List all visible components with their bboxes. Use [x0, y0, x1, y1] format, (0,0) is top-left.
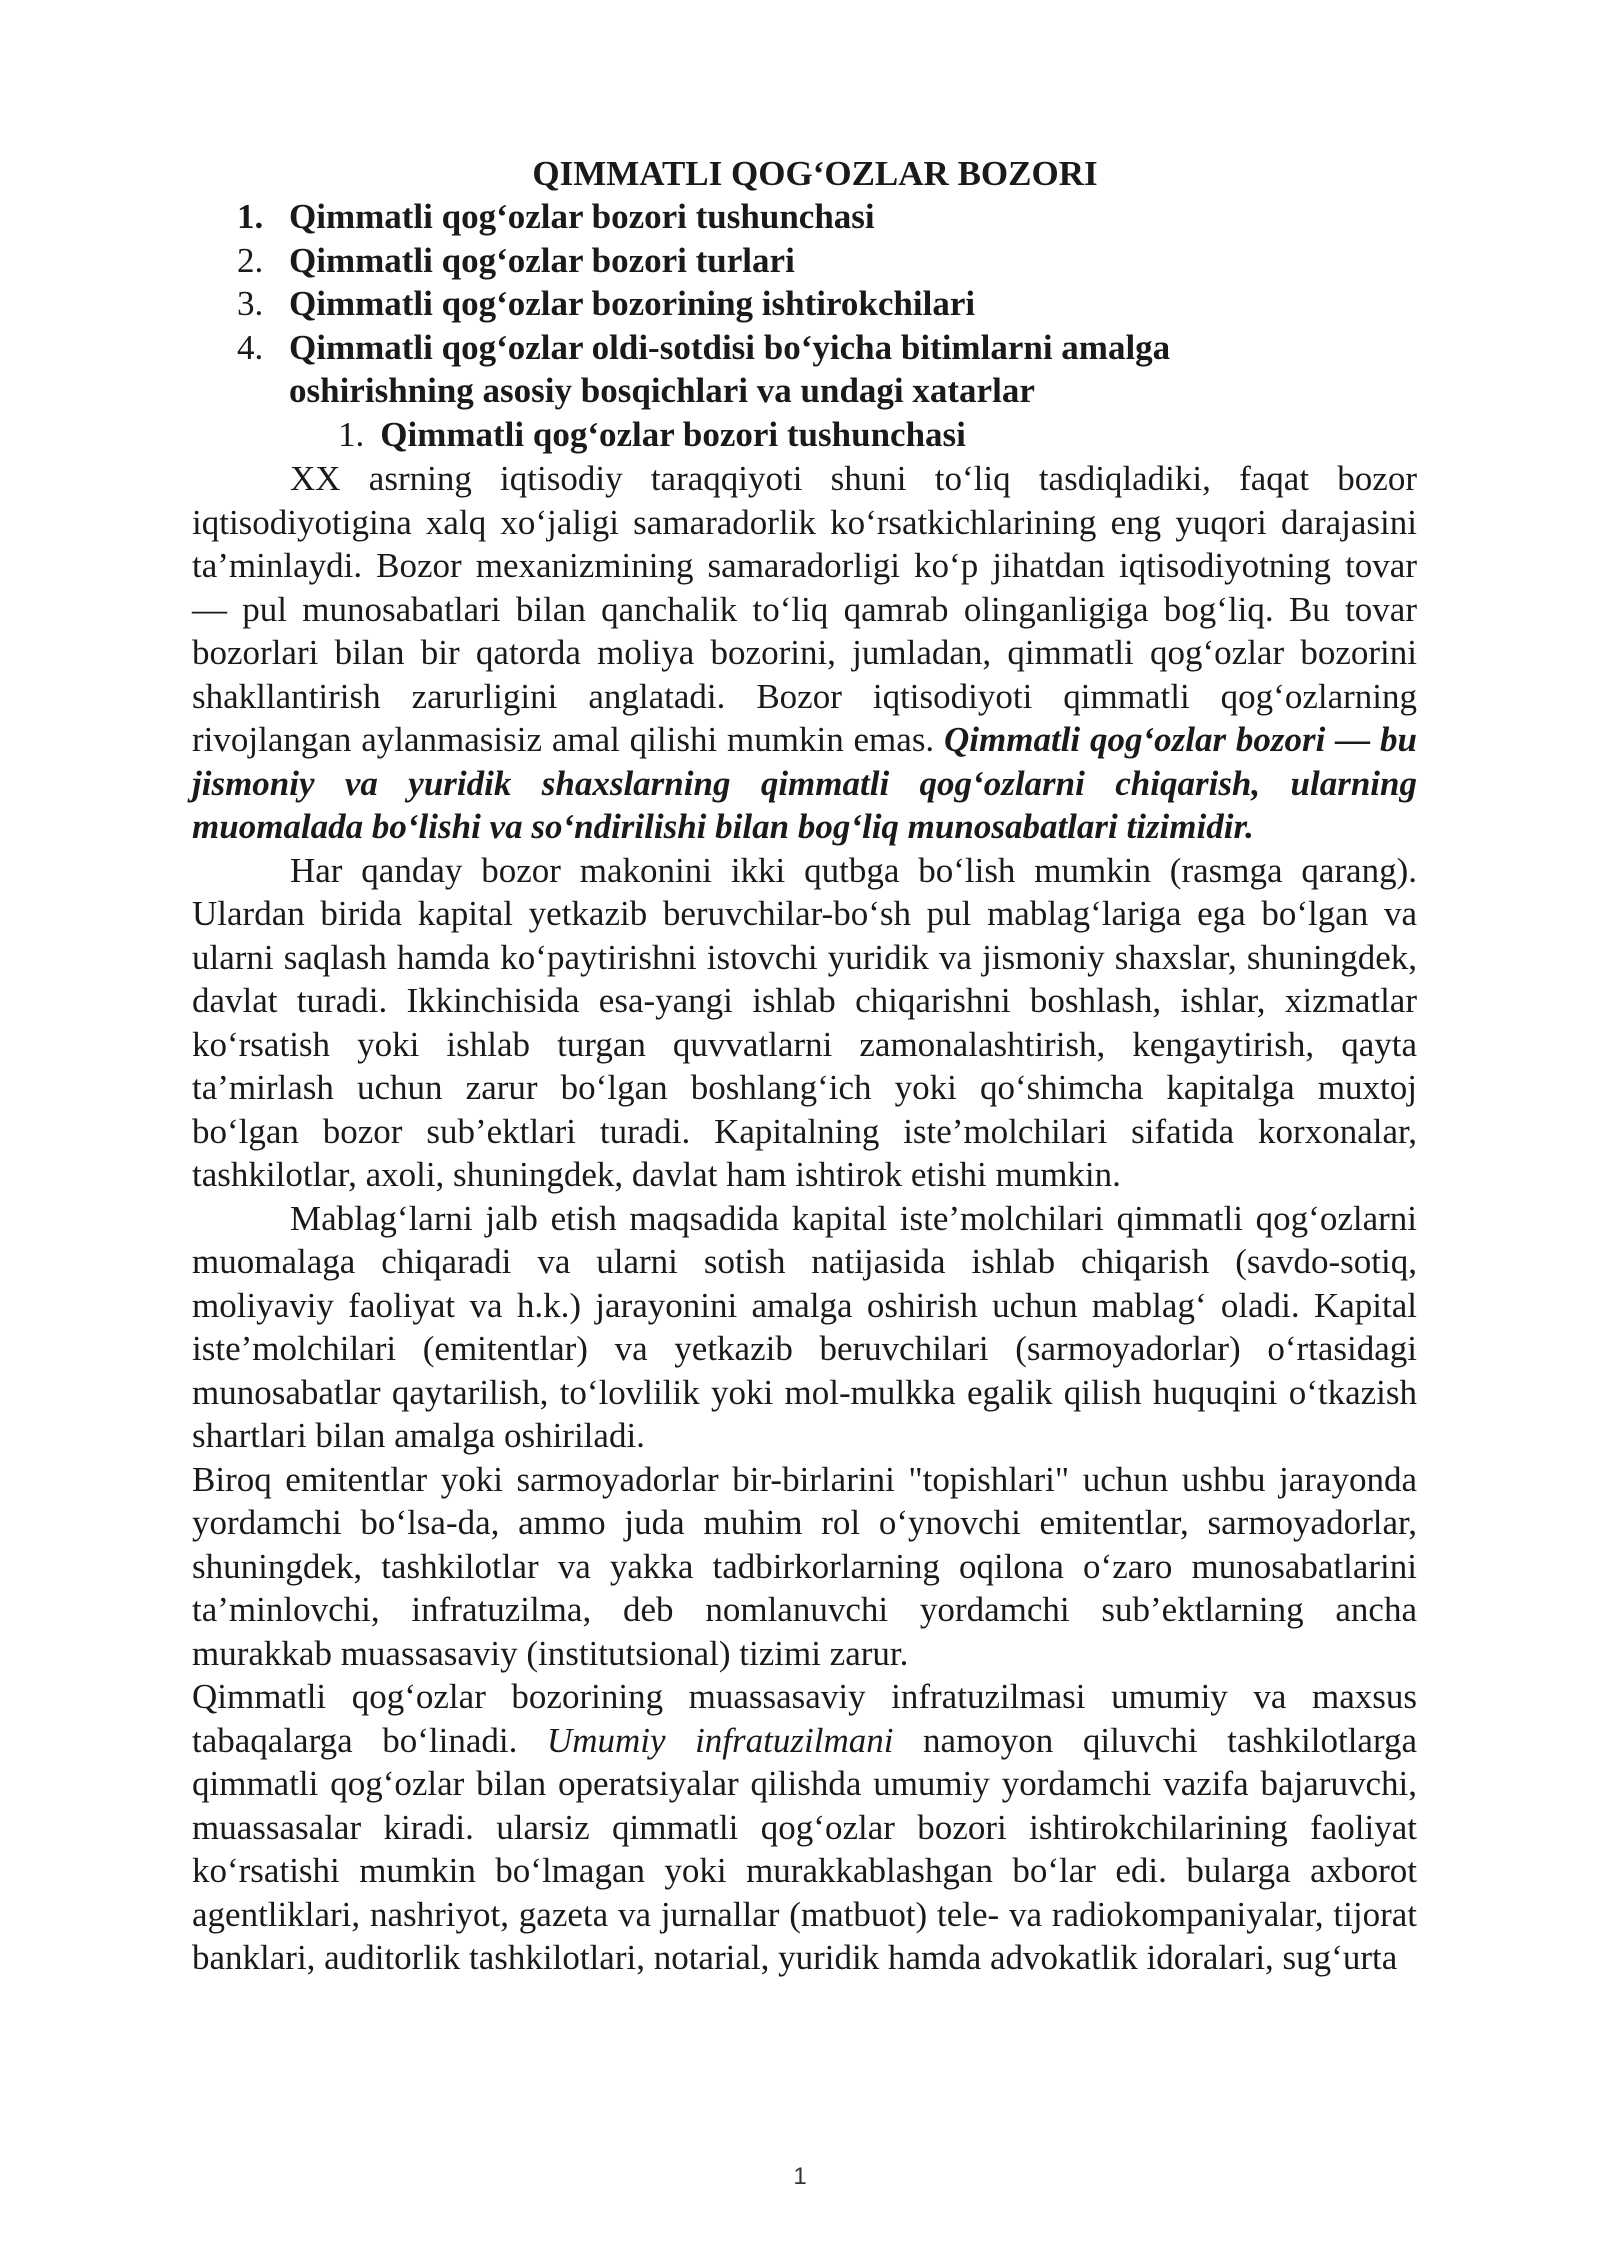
section-title: Qimmatli qog‘ozlar bozori tushunchasi: [380, 415, 966, 454]
paragraph-text: Qimmatli qog‘ozlar bozorining muassasaviy infratuzilmasi umumiy va maxsus tabaqalarga bo‘linadi.: [192, 1677, 1417, 1760]
paragraph-text: namoyon qiluvchi tashkilotlarga qimmatli qog‘ozlar bilan operatsiyalar qilishda umumiy yordamchi vazifa bajaruvchi, muassasalar kiradi. ularsiz qimmatli qog‘ozlar bozori ishtirokchilarining faoliyat ko‘rsatishi mumkin bo‘lmagan yoki murakkablashgan bo‘lar edi. bularga axborot agentliklari, nashriyot, gazeta va jurnallar (matbuot) tele- va radiokompaniyalar, tijorat banklari, auditorlik tashkilotlari, notarial, yuridik hamda advokatlik idoralari, sug‘urta: [192, 1720, 1418, 1977]
paragraph: Har qanday bozor makonini ikki qutbga bo‘lish mumkin (rasmga qarang). Ulardan birida kapital yetkazib beruvchilar-bo‘sh pul mablag‘lariga ega bo‘lgan va ularni saqlash hamda ko‘paytirishni istovchi yuridik va jismoniy shaxslar, shuningdek, davlat turadi. Ikkinchisida esa-yangi ishlab chiqarishni boshlash, ishlar, xizmatlar ko‘rsatish yoki ishlab turgan quvvatlarni zamonalashtirish, kengaytirish, qayta ta’mirlash uchun zarur bo‘lgan boshlang‘ich yoki qo‘shimcha kapitalga muxtoj bo‘lgan bozor sub’ektlari turadi. Kapitalning iste’molchilari sifatida korxonalar, tashkilotlar, axoli, shuningdek, davlat ham ishtirok etishi mumkin.: [192, 850, 1417, 1194]
body-text: [192, 457, 1417, 1980]
definition-text: Qimmatli qog‘ozlar bozori — bu jismoniy va yuridik shaxslarning qimmatli qog‘ozlarni chiqarish, ularning muomalada bo‘lishi va so‘ndirilishi bilan bog‘liq munosabatlari tizimidir.: [192, 720, 1417, 846]
paragraph: [192, 457, 1417, 849]
page-number: 1: [793, 2163, 807, 2190]
paragraph: [192, 1675, 1417, 1980]
outline-text: Qimmatli qog‘ozlar bozorining ishtirokchilari: [289, 284, 976, 323]
outline-text: Qimmatli qog‘ozlar bozori tushunchasi: [289, 197, 875, 236]
outline-number: 4.: [237, 327, 264, 367]
section-number: 1.: [338, 415, 365, 454]
outline-number: 3.: [237, 284, 264, 323]
paragraph: Mablag‘larni jalb etish maqsadida kapital iste’molchilari qimmatli qog‘ozlarni muomalaga chiqaradi va ularni sotish natijasida ishlab chiqarish (savdo-sotiq, moliyaviy faoliyat va h.k.) jarayonini amalga oshirish uchun mablag‘ oladi. Kapital iste’molchilari (emitentlar) va yetkazib beruvchilari (sarmoyadorlar) o‘rtasidagi munosabatlar qaytarilish, to‘lovlilik yoki mol-mulkka egalik qilish huquqini o‘tkazish shartlari bilan amalga oshiriladi.: [192, 1198, 1417, 1455]
section-heading: [338, 413, 966, 457]
outline-item: [237, 239, 1267, 283]
outline-number: 2.: [237, 240, 264, 280]
outline-item: [237, 282, 1267, 326]
paragraph-text: XX asrning iqtisodiy taraqqiyoti shuni to‘liq tasdiqladiki, faqat bozor iqtisodiyotigina xalq xo‘jaligi samaradorlik ko‘rsatkichlarining eng yuqori darajasini ta’minlaydi. Bozor mexanizmining samaradorligi ko‘p jihatdan iqtisodiyotning tovar — pul munosabatlari bilan qanchalik to‘liq qamrab olinganligiga bog‘liq. Bu tovar bozorlari bilan bir qatorda moliya bozorini, jumladan, qimmatli qog‘ozlar bozorini shakllantirish zarurligini anglatadi. Bozor iqtisodiyoti qimmatli qog‘ozlarning rivojlangan aylanmasisiz amal qilishi mumkin emas.: [192, 459, 1417, 759]
italic-term: Umumiy infratuzilmani: [546, 1720, 894, 1760]
topic-outline: [237, 195, 1267, 413]
document-title: QIMMATLI QOG‘OZLAR BOZORI: [532, 154, 1098, 193]
outline-number: 1.: [237, 197, 264, 236]
outline-text: Qimmatli qog‘ozlar oldi-sotdisi bo‘yicha bitimlarni amalga oshirishning asosiy bosqichlari va undagi xatarlar: [289, 327, 1171, 410]
outline-item: [237, 326, 1267, 413]
outline-text: Qimmatli qog‘ozlar bozori turlari: [289, 240, 795, 280]
outline-item: [237, 195, 1267, 239]
paragraph: Biroq emitentlar yoki sarmoyadorlar bir-birlarini "topishlari" uchun ushbu jarayonda yordamchi bo‘lsa-da, ammo juda muhim rol o‘ynovchi emitentlar, sarmoyadorlar, shuningdek, tashkilotlar va yakka tadbirkorlarning oqilona o‘zaro munosabatlarini ta’minlovchi, infratuzilma, deb nomlanuvchi yordamchi sub’ektlarning ancha murakkab muassasaviy (institutsional) tizimi zarur.: [192, 1459, 1417, 1673]
